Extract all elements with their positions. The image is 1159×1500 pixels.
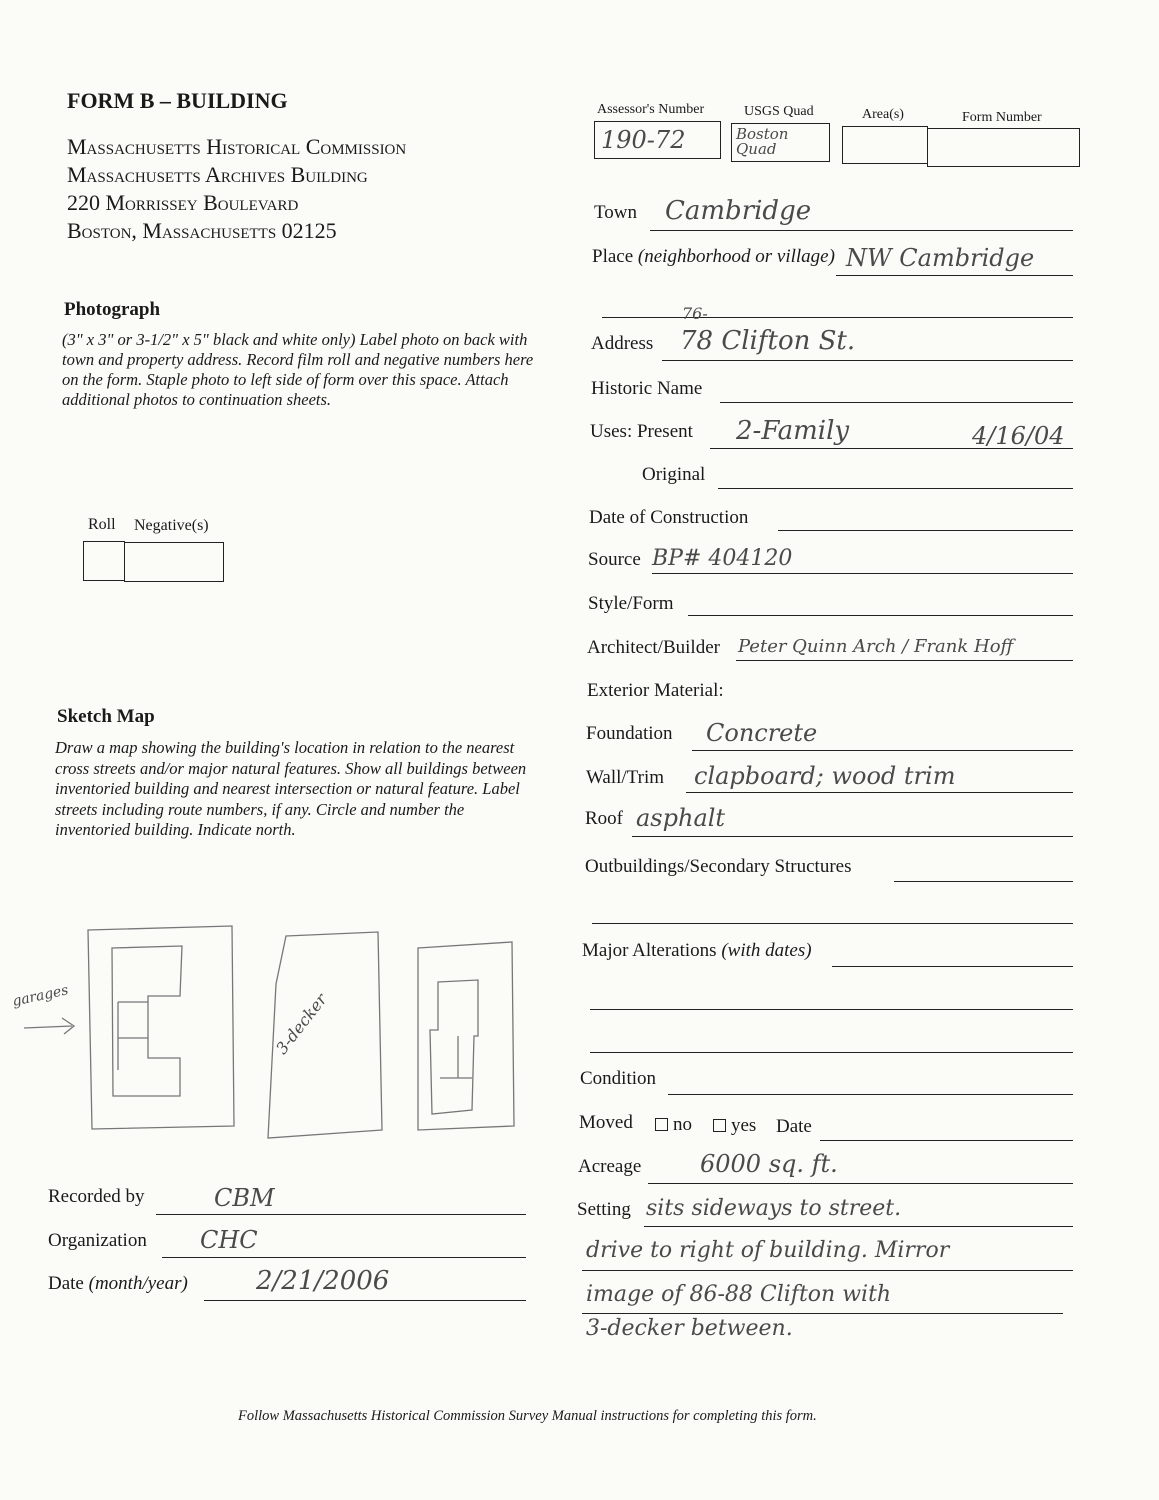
- date-label-text: Date: [48, 1273, 84, 1294]
- acreage-value: 6000 sq. ft.: [700, 1150, 838, 1178]
- date-value: 2/21/2006: [256, 1266, 390, 1296]
- negative-label: Negative(s): [134, 517, 209, 534]
- address-correction: 76-: [682, 304, 708, 323]
- alterations-line-3[interactable]: [590, 1052, 1073, 1053]
- organization-label: Organization: [48, 1230, 147, 1251]
- photograph-title: Photograph: [64, 299, 161, 320]
- roof-value: asphalt: [636, 804, 726, 832]
- address-value: 78 Clifton St.: [680, 326, 856, 356]
- area-box[interactable]: [842, 126, 928, 164]
- uses-present-label: Uses: Present: [590, 421, 693, 442]
- acreage-line[interactable]: [648, 1183, 1073, 1184]
- roof-label: Roof: [585, 808, 623, 829]
- original-line[interactable]: [718, 488, 1073, 489]
- setting-label: Setting: [577, 1199, 631, 1220]
- architect-label: Architect/Builder: [587, 637, 720, 658]
- town-value: Cambridge: [665, 196, 812, 226]
- place-hint: (neighborhood or village): [637, 246, 835, 267]
- org-line-4: Boston, Massachusetts 02125: [67, 218, 337, 243]
- sketch-map-title: Sketch Map: [57, 706, 155, 727]
- recorded-by-value: CBM: [214, 1184, 275, 1212]
- architect-line[interactable]: [736, 660, 1073, 661]
- place-label: [592, 246, 835, 268]
- moved-date-label: Date: [776, 1116, 812, 1137]
- town-label: Town: [594, 202, 638, 223]
- date-hint: (month/year): [88, 1273, 188, 1294]
- org-line-3: 220 Morrissey Boulevard: [67, 190, 299, 215]
- setting-value-line-1: sits sideways to street.: [646, 1196, 902, 1221]
- building-garages: [112, 946, 182, 1096]
- outbuildings-label: Outbuildings/Secondary Structures: [585, 856, 852, 877]
- setting-line-2[interactable]: [582, 1270, 1073, 1271]
- moved-label: Moved: [579, 1112, 633, 1133]
- assessor-number-value: 190-72: [601, 126, 686, 154]
- source-label: Source: [588, 549, 641, 570]
- address-label: Address: [591, 333, 654, 354]
- style-form-line[interactable]: [688, 615, 1073, 616]
- outbuildings-line[interactable]: [894, 881, 1073, 882]
- garages-arrow: [24, 1018, 74, 1034]
- setting-value-line-3: image of 86-88 Clifton with: [586, 1282, 892, 1307]
- parcel-right: [418, 942, 514, 1130]
- condition-line[interactable]: [668, 1094, 1073, 1095]
- condition-label: Condition: [580, 1068, 657, 1089]
- foundation-value: Concrete: [706, 719, 818, 747]
- original-label: Original: [642, 464, 706, 485]
- date-line[interactable]: [204, 1300, 526, 1301]
- decker-note: 3-decker: [272, 989, 331, 1058]
- organization-value: CHC: [200, 1226, 258, 1254]
- date-label: [48, 1273, 188, 1295]
- alterations-hint: (with dates): [721, 940, 812, 961]
- alterations-line-2[interactable]: [590, 1009, 1073, 1010]
- photograph-instructions: (3" x 3" or 3-1/2" x 5" black and white only) Label photo on back with town and property address. Record film roll and negative numbers here on the form. Staple photo to left side of form over this space. Attach additional photos to continuation sheets.: [62, 330, 534, 409]
- form-title: FORM B – BUILDING: [67, 88, 288, 113]
- roll-label: Roll: [88, 516, 116, 533]
- address-line[interactable]: [662, 360, 1073, 361]
- place-line-2[interactable]: [602, 317, 1073, 318]
- place-label-text: Place: [592, 246, 634, 267]
- historic-name-label: Historic Name: [591, 378, 703, 399]
- uses-present-value: 2-Family: [736, 416, 850, 446]
- date-construction-line[interactable]: [778, 530, 1073, 531]
- usgs-quad-value: Boston Quad: [736, 125, 789, 158]
- assessor-number-box[interactable]: [594, 121, 721, 159]
- setting-line-3[interactable]: [582, 1313, 1063, 1314]
- moved-yes-label: yes: [731, 1115, 757, 1136]
- roll-box[interactable]: [83, 541, 125, 581]
- negative-box[interactable]: [124, 542, 224, 582]
- moved-no-checkbox[interactable]: [655, 1118, 668, 1131]
- garages-note: garages: [10, 982, 70, 1010]
- source-value: BP# 404120: [652, 546, 793, 571]
- usgs-quad-box[interactable]: [731, 123, 830, 162]
- historic-name-line[interactable]: [720, 402, 1073, 403]
- form-number-box[interactable]: [927, 128, 1080, 167]
- roof-line[interactable]: [632, 836, 1073, 837]
- town-line[interactable]: [650, 230, 1073, 231]
- footer-note: Follow Massachusetts Historical Commission Survey Manual instructions for completing this form.: [238, 1408, 817, 1424]
- wall-trim-line[interactable]: [686, 792, 1073, 793]
- moved-yes-checkbox[interactable]: [713, 1119, 726, 1132]
- building-inventoried: [430, 980, 478, 1114]
- architect-value: Peter Quinn Arch / Frank Hoff: [738, 636, 1014, 657]
- acreage-label: Acreage: [578, 1156, 642, 1177]
- recorded-by-label: Recorded by: [48, 1186, 145, 1207]
- foundation-label: Foundation: [586, 723, 673, 744]
- area-label: Area(s): [862, 107, 904, 122]
- wall-trim-label: Wall/Trim: [586, 767, 665, 788]
- moved-no-label: no: [673, 1114, 692, 1135]
- place-value: NW Cambridge: [846, 244, 1035, 272]
- assessor-number-label: Assessor's Number: [597, 102, 705, 117]
- alterations-label: [582, 940, 812, 962]
- usgs-quad-label: USGS Quad: [744, 104, 814, 119]
- alterations-line[interactable]: [832, 966, 1073, 967]
- wall-trim-value: clapboard; wood trim: [694, 762, 956, 790]
- org-line-2: Massachusetts Archives Building: [67, 162, 368, 187]
- form-number-label: Form Number: [962, 110, 1042, 125]
- sketch-map-drawing: [0, 910, 540, 1150]
- moved-date-line[interactable]: [820, 1140, 1073, 1141]
- uses-present-date: 4/16/04: [972, 422, 1065, 450]
- date-construction-label: Date of Construction: [589, 507, 749, 528]
- setting-value-line-4: 3-decker between.: [586, 1316, 793, 1341]
- place-line[interactable]: [836, 275, 1073, 276]
- foundation-line[interactable]: [692, 750, 1073, 751]
- sketch-map-instructions: Draw a map showing the building's location in relation to the nearest cross streets and/or major natural features. Show all buildings between inventoried building and nearest intersection or natural feature. Label streets including route numbers, if any. Circle and number the inventoried building. Indicate north.: [55, 738, 527, 839]
- organization-line[interactable]: [162, 1257, 526, 1258]
- org-line-1: Massachusetts Historical Commission: [67, 134, 407, 159]
- setting-value-line-2: drive to right of building. Mirror: [586, 1238, 950, 1263]
- recorded-by-line[interactable]: [156, 1214, 526, 1215]
- setting-line[interactable]: [644, 1226, 1073, 1227]
- alterations-label-text: Major Alterations: [582, 940, 717, 961]
- style-form-label: Style/Form: [588, 593, 674, 614]
- exterior-material-label: Exterior Material:: [587, 680, 724, 701]
- outbuildings-line-2[interactable]: [592, 923, 1073, 924]
- source-line[interactable]: [652, 573, 1073, 574]
- parcel-left: [88, 926, 234, 1129]
